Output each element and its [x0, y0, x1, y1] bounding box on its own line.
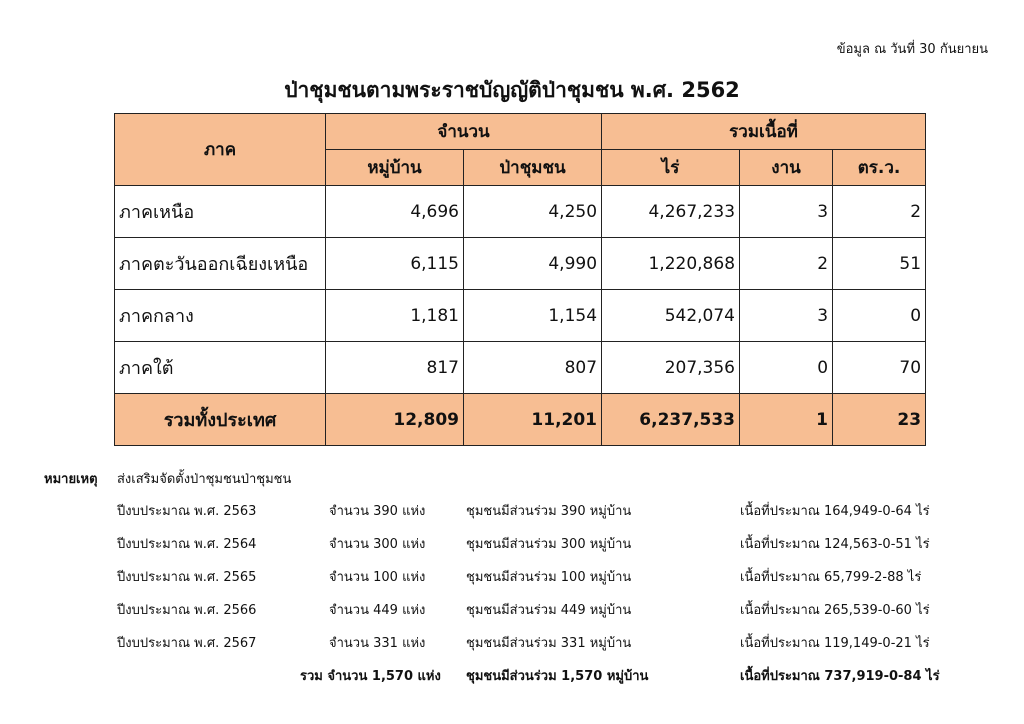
total-ngan: 1: [740, 394, 833, 446]
notes-promo: ส่งเสริมจัดตั้งป่าชุมชนป่าชุมชน: [117, 472, 292, 487]
header-count-group: จำนวน: [326, 114, 602, 150]
note-area: เนื้อที่ประมาณ 65,799-2-88 ไร่: [740, 570, 922, 585]
note-year-row: [0, 533, 1024, 555]
sum-villages: ชุมชนมีส่วนร่วม 1,570 หมู่บ้าน: [466, 669, 649, 684]
note-year: ปีงบประมาณ พ.ศ. 2566: [117, 603, 257, 618]
total-label: รวมทั้งประเทศ: [115, 394, 326, 446]
note-count: จำนวน 449 แห่ง: [329, 603, 426, 618]
notes-section: [0, 460, 1024, 700]
note-year: ปีงบประมาณ พ.ศ. 2564: [117, 537, 257, 552]
region-name: ภาคตะวันออกเฉียงเหนือ: [115, 238, 326, 290]
region-name: ภาคเหนือ: [115, 186, 326, 238]
note-area: เนื้อที่ประมาณ 164,949-0-64 ไร่: [740, 504, 930, 519]
note-sum-row: [0, 665, 1024, 687]
note-area: เนื้อที่ประมาณ 119,149-0-21 ไร่: [740, 636, 930, 651]
ngan-value: 3: [740, 290, 833, 342]
rai-value: 1,220,868: [602, 238, 740, 290]
header-forests: ป่าชุมชน: [464, 150, 602, 186]
rai-value: 4,267,233: [602, 186, 740, 238]
note-villages: ชุมชนมีส่วนร่วม 331 หมู่บ้าน: [466, 636, 632, 651]
note-year-row: [0, 500, 1024, 522]
note-year: ปีงบประมาณ พ.ศ. 2567: [117, 636, 257, 651]
table-row: [115, 186, 926, 238]
sq-wa-value: 70: [833, 342, 926, 394]
villages-value: 4,696: [326, 186, 464, 238]
sum-count: รวม จำนวน 1,570 แห่ง: [300, 669, 441, 684]
note-year: ปีงบประมาณ พ.ศ. 2565: [117, 570, 257, 585]
sq-wa-value: 0: [833, 290, 926, 342]
villages-value: 817: [326, 342, 464, 394]
total-rai: 6,237,533: [602, 394, 740, 446]
ngan-value: 3: [740, 186, 833, 238]
note-year-row: [0, 566, 1024, 588]
table-row: [115, 342, 926, 394]
notes-label: หมายเหตุ: [44, 472, 98, 487]
ngan-value: 2: [740, 238, 833, 290]
note-count: จำนวน 300 แห่ง: [329, 537, 426, 552]
ngan-value: 0: [740, 342, 833, 394]
as-of-date: ข้อมูล ณ วันที่ 30 กันยายน: [836, 42, 988, 57]
header-sq-wa: ตร.ว.: [833, 150, 926, 186]
note-year-row: [0, 599, 1024, 621]
note-count: จำนวน 331 แห่ง: [329, 636, 426, 651]
table-row: [115, 238, 926, 290]
note-area: เนื้อที่ประมาณ 265,539-0-60 ไร่: [740, 603, 930, 618]
note-villages: ชุมชนมีส่วนร่วม 390 หมู่บ้าน: [466, 504, 632, 519]
header-area-group: รวมเนื้อที่: [602, 114, 926, 150]
note-villages: ชุมชนมีส่วนร่วม 449 หมู่บ้าน: [466, 603, 632, 618]
forests-value: 4,990: [464, 238, 602, 290]
villages-value: 6,115: [326, 238, 464, 290]
forests-value: 1,154: [464, 290, 602, 342]
note-villages: ชุมชนมีส่วนร่วม 300 หมู่บ้าน: [466, 537, 632, 552]
note-villages: ชุมชนมีส่วนร่วม 100 หมู่บ้าน: [466, 570, 632, 585]
community-forest-table: [114, 113, 926, 446]
note-count: จำนวน 100 แห่ง: [329, 570, 426, 585]
total-villages: 12,809: [326, 394, 464, 446]
table-row: [115, 290, 926, 342]
total-forests: 11,201: [464, 394, 602, 446]
region-name: ภาคใต้: [115, 342, 326, 394]
total-sq-wa: 23: [833, 394, 926, 446]
rai-value: 207,356: [602, 342, 740, 394]
note-area: เนื้อที่ประมาณ 124,563-0-51 ไร่: [740, 537, 930, 552]
sum-area: เนื้อที่ประมาณ 737,919-0-84 ไร่: [740, 669, 940, 684]
villages-value: 1,181: [326, 290, 464, 342]
note-year: ปีงบประมาณ พ.ศ. 2563: [117, 504, 257, 519]
forests-value: 807: [464, 342, 602, 394]
forests-value: 4,250: [464, 186, 602, 238]
header-region: ภาค: [115, 114, 326, 186]
header-ngan: งาน: [740, 150, 833, 186]
sq-wa-value: 2: [833, 186, 926, 238]
note-count: จำนวน 390 แห่ง: [329, 504, 426, 519]
region-name: ภาคกลาง: [115, 290, 326, 342]
page-title: ป่าชุมชนตามพระราชบัญญัติป่าชุมชน พ.ศ. 2562: [284, 78, 740, 102]
header-rai: ไร่: [602, 150, 740, 186]
sq-wa-value: 51: [833, 238, 926, 290]
note-year-row: [0, 632, 1024, 654]
total-row: [115, 394, 926, 446]
rai-value: 542,074: [602, 290, 740, 342]
header-villages: หมู่บ้าน: [326, 150, 464, 186]
